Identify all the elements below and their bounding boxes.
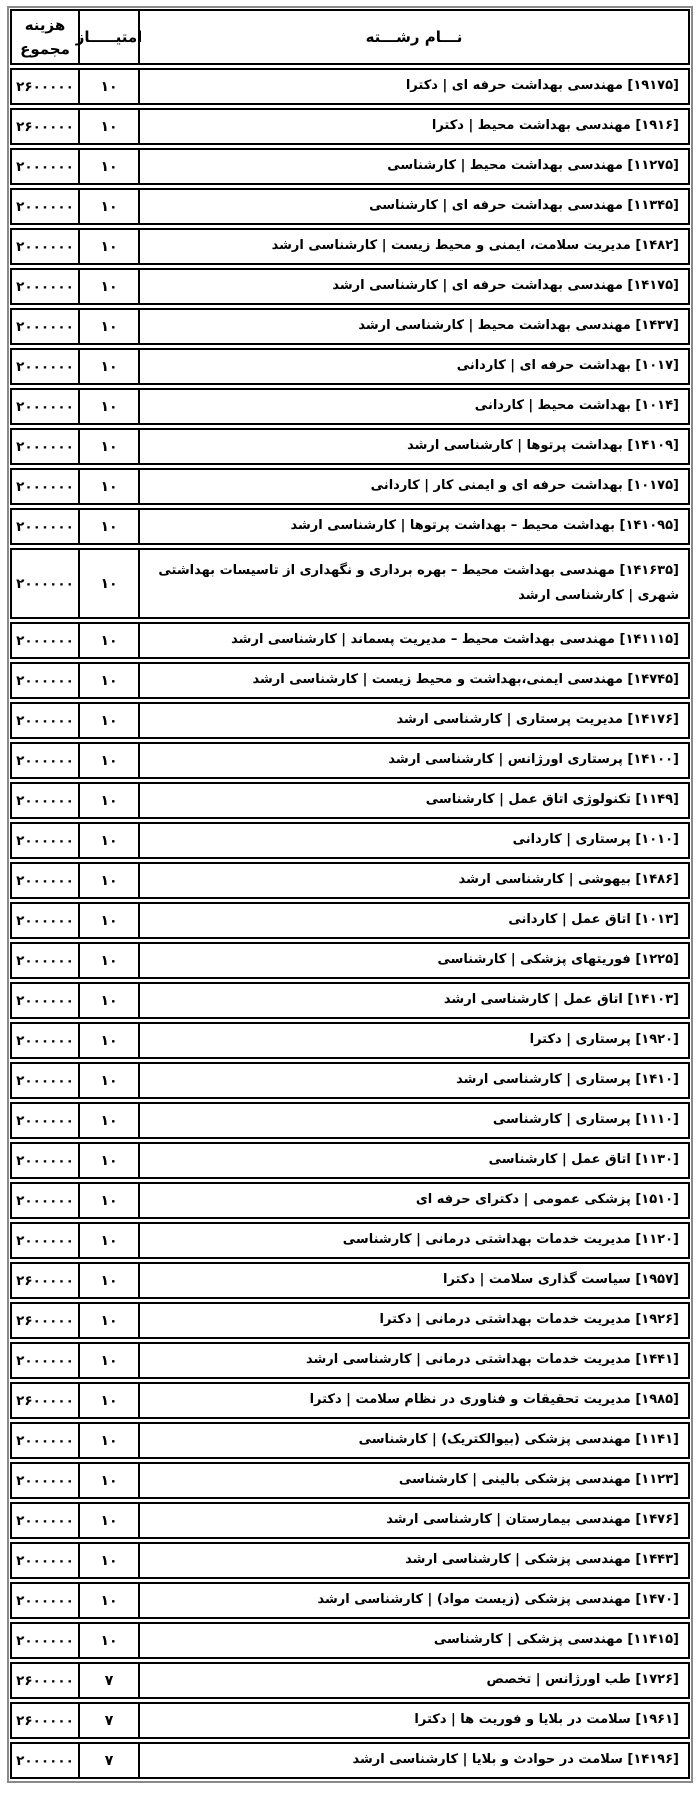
score-cell: ۱۰ (78, 1304, 140, 1337)
total-cost-cell: ۲۶۰۰۰۰۰ (16, 78, 74, 95)
total-cost-cell: ۲۰۰۰۰۰۰ (16, 952, 74, 969)
table-row (10, 942, 690, 979)
score-cell: ۱۰ (78, 550, 140, 617)
score-cell: ۱۰ (78, 664, 140, 697)
score-cell: ۷ (78, 1664, 140, 1697)
table-row (10, 1142, 690, 1179)
table-row (10, 1502, 690, 1539)
total-cost-cell: ۲۶۰۰۰۰۰ (16, 1392, 74, 1409)
table-row (10, 108, 690, 145)
total-cost-cell: ۲۰۰۰۰۰۰ (16, 198, 74, 215)
header-cost-line1: هزینه (24, 16, 66, 34)
field-name-cell: [۱۱۲۷۵] مهندسی بهداشت محیط | کارشناسی (387, 158, 679, 174)
total-cost-cell: ۲۰۰۰۰۰۰ (16, 575, 74, 592)
field-name-cell: [۱۴۷۴۵] مهندسی ایمنی،بهداشت و محیط زیست | کارشناسی ارشد (252, 672, 679, 688)
table-row (10, 1022, 690, 1059)
table-row (10, 1342, 690, 1379)
field-name-cell: [۱۴۷۰] مهندسی پزشکی (زیست مواد) | کارشناسی ارشد (317, 1592, 679, 1608)
total-cost-cell: ۲۰۰۰۰۰۰ (16, 1112, 74, 1129)
score-cell: ۱۰ (78, 390, 140, 423)
total-cost-cell: ۲۶۰۰۰۰۰ (16, 1672, 74, 1689)
table-row (10, 508, 690, 545)
table-row (10, 702, 690, 739)
field-name-cell: [۱۹۸۵] مدیریت تحقیقات و فناوری در نظام سلامت | دکترا (309, 1392, 679, 1408)
score-cell: ۱۰ (78, 1584, 140, 1617)
total-cost-cell: ۲۰۰۰۰۰۰ (16, 1352, 74, 1369)
table-row (10, 388, 690, 425)
field-name-cell: [۱۴۴۱] مدیریت خدمات بهداشتی درمانی | کارشناسی ارشد (306, 1352, 679, 1368)
header-field-name: نـــام رشـــته (365, 27, 463, 46)
table-row (10, 1422, 690, 1459)
total-cost-cell: ۲۰۰۰۰۰۰ (16, 1512, 74, 1529)
table-row (10, 1662, 690, 1699)
field-name-cell: [۱۴۱۰۹۵] بهداشت محیط – بهداشت پرتوها | کارشناسی ارشد (290, 518, 679, 534)
total-cost-cell: ۲۰۰۰۰۰۰ (16, 1152, 74, 1169)
total-cost-cell: ۲۰۰۰۰۰۰ (16, 1472, 74, 1489)
total-cost-cell: ۲۶۰۰۰۰۰ (16, 1312, 74, 1329)
header-cost-line2: مجموع (20, 40, 70, 58)
total-cost-cell: ۲۶۰۰۰۰۰ (16, 118, 74, 135)
table-header-row (10, 9, 690, 65)
table-row (10, 188, 690, 225)
field-name-cell: [۱۴۷۶] مهندسی بیمارستان | کارشناسی ارشد (386, 1512, 679, 1528)
field-name-cell: [۱۰۱۳] اتاق عمل | کاردانی (508, 912, 679, 928)
score-cell: ۱۰ (78, 310, 140, 343)
table-row (10, 662, 690, 699)
header-total-cost (12, 11, 78, 63)
field-name-cell: [۱۴۱۷۶] مدیریت پرستاری | کارشناسی ارشد (396, 712, 679, 728)
table-row (10, 1542, 690, 1579)
score-cell: ۱۰ (78, 1384, 140, 1417)
score-cell: ۱۰ (78, 1064, 140, 1097)
field-name-cell: [۱۴۱۱۱۵] مهندسی بهداشت محیط – مدیریت پسماند | کارشناسی ارشد (231, 632, 679, 648)
total-cost-cell: ۲۰۰۰۰۰۰ (16, 672, 74, 689)
total-cost-cell: ۲۰۰۰۰۰۰ (16, 752, 74, 769)
score-cell: ۱۰ (78, 1504, 140, 1537)
score-cell: ۱۰ (78, 1144, 140, 1177)
score-cell: ۷ (78, 1744, 140, 1777)
score-cell: ۱۰ (78, 1424, 140, 1457)
field-name-cell: [۱۹۲۶] مدیریت خدمات بهداشتی درمانی | دکترا (379, 1312, 679, 1328)
total-cost-cell: ۲۰۰۰۰۰۰ (16, 158, 74, 175)
score-cell: ۱۰ (78, 1344, 140, 1377)
field-name-cell: [۱۴۸۲] مدیریت سلامت، ایمنی و محیط زیست | کارشناسی ارشد (271, 238, 679, 254)
fee-table (7, 6, 693, 1783)
table-row (10, 1222, 690, 1259)
table-row (10, 148, 690, 185)
score-cell: ۱۰ (78, 984, 140, 1017)
score-cell: ۱۰ (78, 624, 140, 657)
total-cost-cell: ۲۰۰۰۰۰۰ (16, 632, 74, 649)
field-name-cell: [۱۰۱۴] بهداشت محیط | کاردانی (474, 398, 679, 414)
field-name-cell: [۱۴۱۰۹] بهداشت پرتوها | کارشناسی ارشد (407, 438, 679, 454)
total-cost-cell: ۲۰۰۰۰۰۰ (16, 832, 74, 849)
field-name-cell: [۱۱۱۰] پرستاری | کارشناسی (492, 1112, 679, 1128)
field-name-cell: [۱۴۱۰۰] پرستاری اورژانس | کارشناسی ارشد (388, 752, 679, 768)
total-cost-cell: ۲۰۰۰۰۰۰ (16, 478, 74, 495)
score-cell: ۱۰ (78, 864, 140, 897)
score-cell: ۱۰ (78, 1024, 140, 1057)
score-cell: ۱۰ (78, 350, 140, 383)
total-cost-cell: ۲۰۰۰۰۰۰ (16, 1552, 74, 1569)
field-name-cell: [۱۰۱۷۵] بهداشت حرفه ای و ایمنی کار | کاردانی (370, 478, 679, 494)
total-cost-cell: ۲۰۰۰۰۰۰ (16, 518, 74, 535)
total-cost-cell: ۲۶۰۰۰۰۰ (16, 1712, 74, 1729)
table-row (10, 308, 690, 345)
score-cell: ۱۰ (78, 190, 140, 223)
score-cell: ۱۰ (78, 744, 140, 777)
field-name-cell: [۱۴۱۰] پرستاری | کارشناسی ارشد (456, 1072, 679, 1088)
total-cost-cell: ۲۰۰۰۰۰۰ (16, 318, 74, 335)
total-cost-cell: ۲۰۰۰۰۰۰ (16, 1232, 74, 1249)
field-name-cell: [۱۴۱۶۳۵] مهندسی بهداشت محیط – بهره برداری و نگهداری از تاسیسات بهداشتی شهری | کارشناسی ارشد (158, 562, 679, 603)
table-row (10, 1182, 690, 1219)
field-name-cell: [۱۹۱۷۵] مهندسی بهداشت حرفه ای | دکترا (405, 78, 679, 94)
total-cost-cell: ۲۰۰۰۰۰۰ (16, 398, 74, 415)
score-cell: ۱۰ (78, 230, 140, 263)
total-cost-cell: ۲۰۰۰۰۰۰ (16, 792, 74, 809)
field-name-cell: [۱۵۱۰] پزشکی عمومی | دکترای حرفه ای (415, 1192, 679, 1208)
score-cell: ۱۰ (78, 1544, 140, 1577)
field-name-cell: [۱۴۳۷] مهندسی بهداشت محیط | کارشناسی ارشد (358, 318, 679, 334)
total-cost-cell: ۲۰۰۰۰۰۰ (16, 1192, 74, 1209)
field-name-cell: [۱۹۵۷] سیاست گذاری سلامت | دکترا (442, 1272, 679, 1288)
table-row (10, 982, 690, 1019)
total-cost-cell: ۲۰۰۰۰۰۰ (16, 1752, 74, 1769)
score-cell: ۷ (78, 1704, 140, 1737)
score-cell: ۱۰ (78, 944, 140, 977)
table-row (10, 1382, 690, 1419)
table-row (10, 1582, 690, 1619)
score-cell: ۱۰ (78, 1264, 140, 1297)
table-row (10, 548, 690, 619)
field-name-cell: [۱۹۶۱] سلامت در بلایا و فوریت ها | دکترا (414, 1712, 679, 1728)
table-row (10, 862, 690, 899)
score-cell: ۱۰ (78, 70, 140, 103)
table-row (10, 1622, 690, 1659)
table-row (10, 902, 690, 939)
score-cell: ۱۰ (78, 1224, 140, 1257)
table-row (10, 1102, 690, 1139)
field-name-cell: [۱۴۱۹۶] سلامت در حوادث و بلایا | کارشناسی ارشد (352, 1752, 679, 1768)
field-name-cell: [۱۱۲۳] مهندسی پزشکی بالینی | کارشناسی (398, 1472, 679, 1488)
table-row (10, 428, 690, 465)
table-row (10, 68, 690, 105)
total-cost-cell: ۲۰۰۰۰۰۰ (16, 1432, 74, 1449)
table-row (10, 1262, 690, 1299)
table-row (10, 622, 690, 659)
field-name-cell: [۱۰۱۰] پرستاری | کاردانی (512, 832, 679, 848)
table-row (10, 782, 690, 819)
field-name-cell: [۱۱۴۱] مهندسی پزشکی (بیوالکتریک) | کارشناسی (358, 1432, 679, 1448)
total-cost-cell: ۲۰۰۰۰۰۰ (16, 1632, 74, 1649)
total-cost-cell: ۲۰۰۰۰۰۰ (16, 872, 74, 889)
total-cost-cell: ۲۰۰۰۰۰۰ (16, 1592, 74, 1609)
table-row (10, 1062, 690, 1099)
total-cost-cell: ۲۶۰۰۰۰۰ (16, 1272, 74, 1289)
table-row (10, 822, 690, 859)
table-row (10, 1742, 690, 1779)
score-cell: ۱۰ (78, 430, 140, 463)
score-cell: ۱۰ (78, 824, 140, 857)
score-cell: ۱۰ (78, 1184, 140, 1217)
total-cost-cell: ۲۰۰۰۰۰۰ (16, 238, 74, 255)
table-row (10, 228, 690, 265)
field-name-cell: [۱۰۱۷] بهداشت حرفه ای | کاردانی (456, 358, 679, 374)
field-name-cell: [۱۹۲۰] پرستاری | دکترا (529, 1032, 679, 1048)
score-cell: ۱۰ (78, 904, 140, 937)
field-name-cell: [۱۲۲۵] فوریتهای پزشکی | کارشناسی (437, 952, 679, 968)
table-row (10, 348, 690, 385)
score-cell: ۱۰ (78, 784, 140, 817)
field-name-cell: [۱۱۴۹] تکنولوژی اتاق عمل | کارشناسی (425, 792, 679, 808)
field-name-cell: [۱۷۲۶] طب اورژانس | تخصص (486, 1672, 679, 1688)
field-name-cell: [۱۹۱۶] مهندسی بهداشت محیط | دکترا (431, 118, 679, 134)
field-name-cell: [۱۱۳۰] اتاق عمل | کارشناسی (488, 1152, 679, 1168)
score-cell: ۱۰ (78, 110, 140, 143)
total-cost-cell: ۲۰۰۰۰۰۰ (16, 1032, 74, 1049)
table-row (10, 268, 690, 305)
total-cost-cell: ۲۰۰۰۰۰۰ (16, 278, 74, 295)
header-score: امتیـــــاز (78, 11, 140, 63)
score-cell: ۱۰ (78, 150, 140, 183)
table-row (10, 468, 690, 505)
score-cell: ۱۰ (78, 510, 140, 543)
total-cost-cell: ۲۰۰۰۰۰۰ (16, 1072, 74, 1089)
total-cost-cell: ۲۰۰۰۰۰۰ (16, 358, 74, 375)
field-name-cell: [۱۱۲۰] مدیریت خدمات بهداشتی درمانی | کارشناسی (342, 1232, 679, 1248)
table-row (10, 1302, 690, 1339)
field-name-cell: [۱۴۱۰۳] اتاق عمل | کارشناسی ارشد (443, 992, 679, 1008)
score-cell: ۱۰ (78, 1104, 140, 1137)
total-cost-cell: ۲۰۰۰۰۰۰ (16, 438, 74, 455)
table-row (10, 742, 690, 779)
score-cell: ۱۰ (78, 1464, 140, 1497)
score-cell: ۱۰ (78, 1624, 140, 1657)
total-cost-cell: ۲۰۰۰۰۰۰ (16, 992, 74, 1009)
field-name-cell: [۱۴۸۶] بیهوشی | کارشناسی ارشد (458, 872, 679, 888)
total-cost-cell: ۲۰۰۰۰۰۰ (16, 912, 74, 929)
total-cost-cell: ۲۰۰۰۰۰۰ (16, 712, 74, 729)
field-name-cell: [۱۱۴۱۵] مهندسی پزشکی | کارشناسی (433, 1632, 679, 1648)
score-cell: ۱۰ (78, 704, 140, 737)
table-body (10, 68, 690, 1779)
score-cell: ۱۰ (78, 470, 140, 503)
field-name-cell: [۱۱۳۴۵] مهندسی بهداشت حرفه ای | کارشناسی (369, 198, 679, 214)
table-row (10, 1462, 690, 1499)
table-row (10, 1702, 690, 1739)
score-cell: ۱۰ (78, 270, 140, 303)
field-name-cell: [۱۴۴۳] مهندسی پزشکی | کارشناسی ارشد (405, 1552, 679, 1568)
field-name-cell: [۱۴۱۷۵] مهندسی بهداشت حرفه ای | کارشناسی ارشد (332, 278, 679, 294)
